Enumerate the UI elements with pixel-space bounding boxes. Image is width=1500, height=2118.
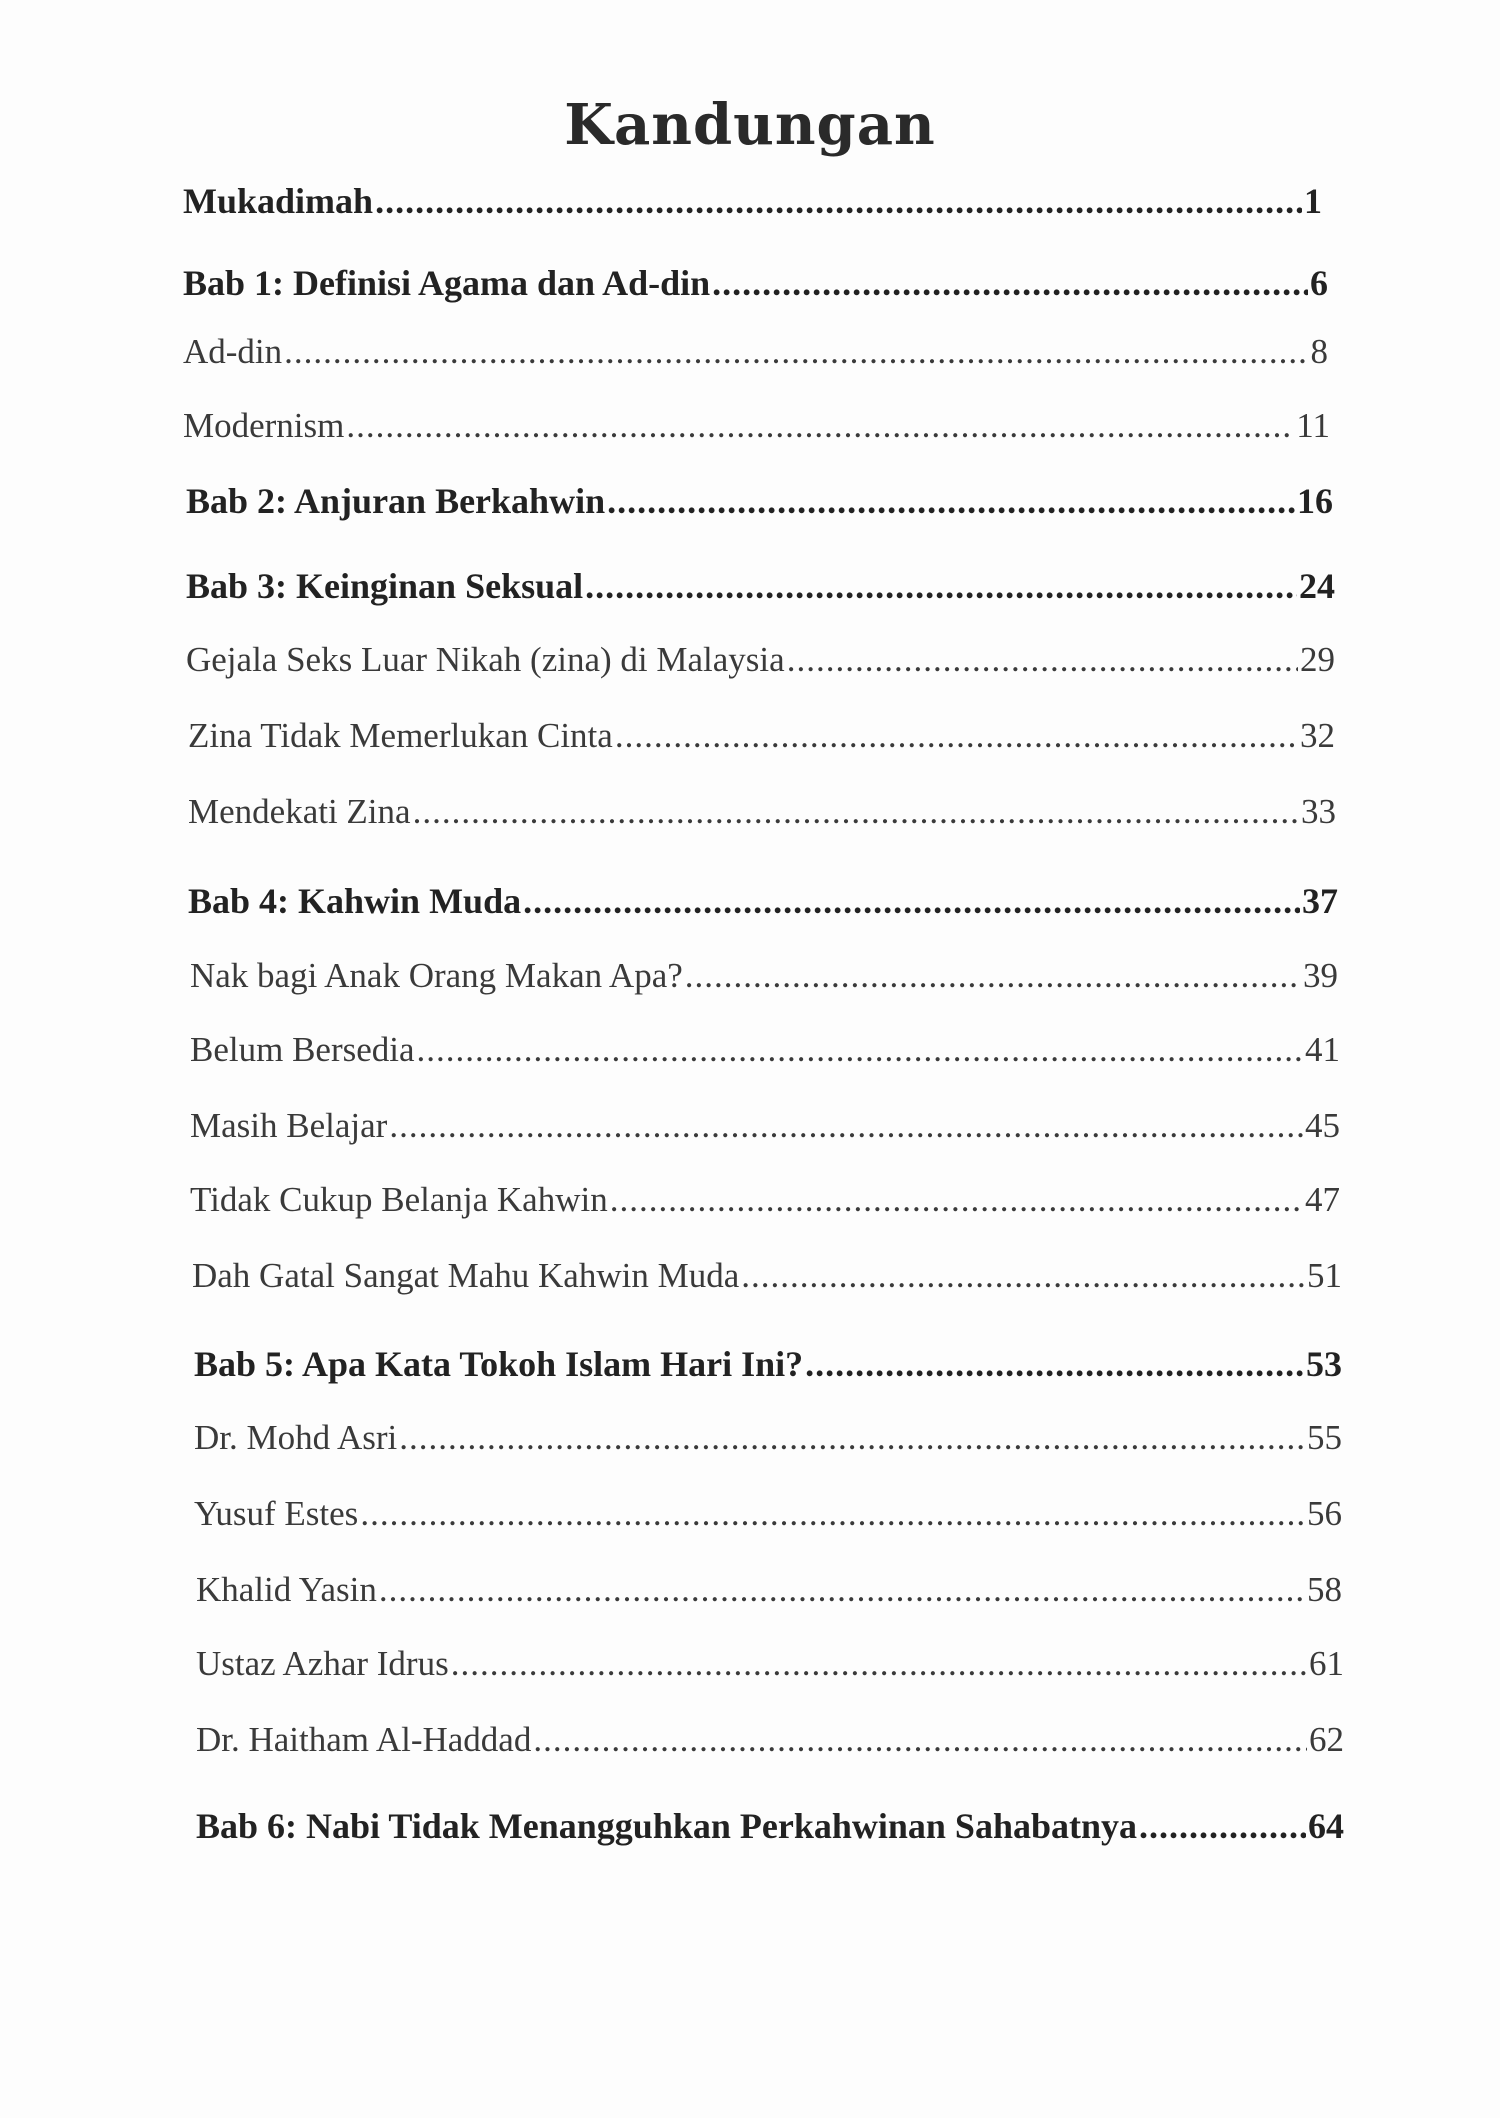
- toc-entry-page: 32: [1300, 716, 1335, 755]
- toc-entry-bab-4: [188, 880, 1338, 922]
- dot-leader: [685, 956, 1301, 996]
- toc-entry-label: Bab 5: Apa Kata Tokoh Islam Hari Ini?: [194, 1344, 804, 1384]
- dot-leader: [413, 792, 1299, 832]
- toc-entry-label: Gejala Seks Luar Nikah (zina) di Malaysia: [186, 640, 785, 679]
- toc-entry-yusuf-estes: [194, 1494, 1342, 1534]
- dot-leader: [284, 332, 1308, 372]
- toc-entry-page: 62: [1309, 1720, 1344, 1759]
- toc-entry-label: Yusuf Estes: [194, 1494, 359, 1533]
- toc-entry-label: Mukadimah: [183, 181, 374, 221]
- toc-entry-label: Ad-din: [183, 332, 283, 371]
- toc-entry-mohd-asri: [194, 1418, 1342, 1458]
- toc-entry-label: Dah Gatal Sangat Mahu Kahwin Muda: [192, 1256, 740, 1295]
- toc-entry-nak-bagi: [190, 956, 1338, 996]
- toc-entry-modernism: [183, 406, 1330, 446]
- toc-entry-page: 16: [1297, 481, 1333, 521]
- dot-leader: [375, 180, 1302, 222]
- dot-leader: [610, 1180, 1303, 1220]
- toc-entry-page: 11: [1296, 406, 1330, 445]
- toc-entry-page: 6: [1310, 263, 1328, 303]
- dot-leader: [712, 262, 1308, 304]
- toc-entry-bab-6: [196, 1805, 1344, 1847]
- dot-leader: [346, 406, 1294, 446]
- dot-leader: [389, 1106, 1303, 1146]
- toc-entry-label: Bab 2: Anjuran Berkahwin: [186, 481, 606, 521]
- dot-leader: [585, 565, 1297, 607]
- toc-entry-label: Bab 6: Nabi Tidak Menangguhkan Perkahwinan Sahabatnya: [196, 1806, 1137, 1846]
- toc-entry-label: Bab 3: Keinginan Seksual: [186, 566, 584, 606]
- toc-entry-label: Mendekati Zina: [188, 792, 411, 831]
- toc-entry-khalid-yasin: [196, 1570, 1342, 1610]
- toc-entry-bab-1: [183, 262, 1328, 304]
- dot-leader: [741, 1256, 1305, 1296]
- toc-entry-page: 41: [1305, 1030, 1340, 1069]
- toc-entry-bab-3: [186, 565, 1335, 607]
- dot-leader: [417, 1030, 1303, 1070]
- toc-entry-label: Dr. Mohd Asri: [194, 1418, 398, 1457]
- toc-entry-label: Nak bagi Anak Orang Makan Apa?: [190, 956, 683, 995]
- page-title: Kandungan: [564, 92, 936, 158]
- dot-leader: [399, 1418, 1305, 1458]
- toc-entry-page: 45: [1305, 1106, 1340, 1145]
- dot-leader: [533, 1720, 1307, 1760]
- toc-entry-label: Bab 1: Definisi Agama dan Ad-din: [183, 263, 711, 303]
- toc-entry-dah-gatal: [192, 1256, 1342, 1296]
- toc-entry-label: Zina Tidak Memerlukan Cinta: [188, 716, 613, 755]
- toc-entry-page: 53: [1306, 1344, 1342, 1384]
- dot-leader: [787, 640, 1298, 680]
- toc-entry-page: 56: [1307, 1494, 1342, 1533]
- toc-entry-page: 51: [1307, 1256, 1342, 1295]
- toc-entry-label: Modernism: [183, 406, 345, 445]
- toc-entry-label: Masih Belajar: [190, 1106, 388, 1145]
- toc-entry-tidak-cukup: [190, 1180, 1340, 1220]
- toc-entry-page: 8: [1310, 332, 1328, 371]
- toc-entry-mukadimah: [183, 180, 1322, 222]
- dot-leader: [607, 480, 1295, 522]
- toc-entry-label: Bab 4: Kahwin Muda: [188, 881, 522, 921]
- toc-entry-mendekati-zina: [188, 792, 1336, 832]
- toc-entry-page: 55: [1307, 1418, 1342, 1457]
- toc-entry-gejala-seks: [186, 640, 1335, 680]
- toc-entry-page: 29: [1300, 640, 1335, 679]
- toc-entry-label: Khalid Yasin: [196, 1570, 377, 1609]
- dot-leader: [523, 880, 1300, 922]
- toc-entry-page: 58: [1307, 1570, 1342, 1609]
- toc-entry-page: 33: [1301, 792, 1336, 831]
- dot-leader: [379, 1570, 1305, 1610]
- toc-entry-masih-belajar: [190, 1106, 1340, 1146]
- toc-entry-page: 1: [1304, 181, 1322, 221]
- toc-entry-bab-5: [194, 1343, 1342, 1385]
- dot-leader: [1139, 1805, 1306, 1847]
- dot-leader: [451, 1644, 1307, 1684]
- toc-entry-page: 37: [1302, 881, 1338, 921]
- toc-entry-haitham: [196, 1720, 1344, 1760]
- dot-leader: [805, 1343, 1304, 1385]
- toc-entry-azhar-idrus: [196, 1644, 1344, 1684]
- toc-entry-ad-din: [183, 332, 1328, 372]
- toc-entry-label: Dr. Haitham Al-Haddad: [196, 1720, 532, 1759]
- dot-leader: [360, 1494, 1305, 1534]
- toc-entry-page: 64: [1308, 1806, 1344, 1846]
- toc-entry-page: 61: [1309, 1644, 1344, 1683]
- toc-entry-page: 39: [1303, 956, 1338, 995]
- toc-entry-label: Ustaz Azhar Idrus: [196, 1644, 449, 1683]
- dot-leader: [615, 716, 1298, 756]
- toc-entry-bab-2: [186, 480, 1333, 522]
- toc-entry-belum-bersedia: [190, 1030, 1340, 1070]
- toc-entry-zina-tidak: [188, 716, 1335, 756]
- toc-entry-label: Belum Bersedia: [190, 1030, 415, 1069]
- toc-entry-label: Tidak Cukup Belanja Kahwin: [190, 1180, 608, 1219]
- toc-entry-page: 47: [1305, 1180, 1340, 1219]
- toc-entry-page: 24: [1299, 566, 1335, 606]
